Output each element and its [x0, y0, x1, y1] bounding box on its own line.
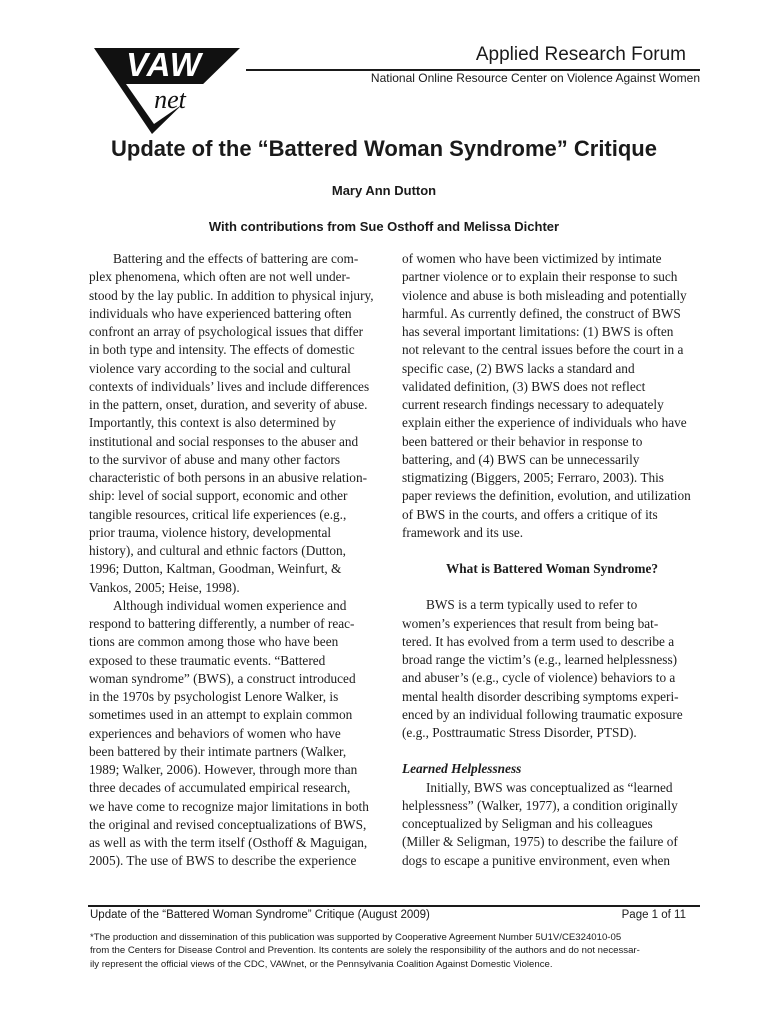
footer-document-title: Update of the “Battered Woman Syndrome” Critique (August 2009) [90, 909, 430, 921]
text-line: confront an array of psychological issues that differ [89, 324, 364, 339]
text-line: partner violence or to explain their response to such [402, 269, 678, 285]
text-line: sometimes used in an attempt to explain common [89, 707, 353, 723]
text-line: helplessness” (Walker, 1977), a condition originally [402, 797, 678, 813]
text-line: stood by the lay public. In addition to physical injury, [89, 287, 374, 303]
bws-intro-paragraph [89, 597, 389, 871]
text-line: and abuser’s (e.g., cycle of violence) behaviors to a [402, 670, 676, 686]
text-line: been battered or their behavior in response to [402, 433, 643, 449]
forum-title: Applied Research Forum [475, 44, 686, 65]
text-line: to the survivor of abuse and many other factors [89, 451, 341, 467]
subsection-heading: Learned Helplessness [402, 761, 522, 777]
text-line: women’s experiences that result from being bat- [402, 615, 659, 631]
text-line: not relevant to the central issues before the court in a [402, 342, 684, 358]
text-line: dogs to escape a punitive environment, even when [402, 852, 671, 868]
forum-subtitle: National Online Resource Center on Violence Against Women [370, 71, 700, 85]
intro-paragraph [89, 250, 389, 597]
text-line: framework and its use. [402, 524, 524, 540]
footnote-line: from the Centers for Disease Control and Prevention. Its contents are solely the responsibility of the authors and do not necessar- [90, 945, 640, 957]
text-line: been battered by their intimate partners (Walker, [89, 743, 347, 759]
text-line: violence vary according to the social and cultural [89, 360, 351, 376]
text-line: as well as with the term itself (Osthoff & Maguigan, [89, 835, 368, 850]
logo-wordmark-bottom: net [154, 85, 186, 114]
footnote-line: ily represent the official views of the CDC, VAWnet, or the Pennsylvania Coalition Against Domestic Violence. [90, 958, 553, 970]
text-line: ship: level of social support, economic and other [89, 488, 348, 504]
text-line: contexts of individuals’ lives and include differences [89, 378, 370, 394]
text-line: in both type and intensity. The effects of domestic [89, 342, 355, 358]
text-line: stigmatizing (Biggers, 2005; Ferraro, 2003). This [402, 470, 664, 485]
text-line: harmful. As currently defined, the construct of BWS [402, 305, 681, 321]
body-column-left [89, 250, 389, 871]
text-line: woman syndrome” (BWS), a construct introduced [89, 670, 356, 686]
text-line: specific case, (2) BWS lacks a standard and [402, 360, 635, 376]
text-line: paper reviews the definition, evolution, and utilization [402, 488, 691, 504]
text-line: Vankos, 2005; Heise, 1998). [89, 579, 240, 595]
text-line: conceptualized by Seligman and his colleagues [402, 816, 653, 831]
text-line: battering, and (4) BWS can be unnecessarily [402, 451, 640, 467]
text-line: Initially, BWS was conceptualized as “learned [426, 779, 673, 795]
text-line: characteristic of both persons in an abusive relation- [89, 470, 368, 485]
text-line: individuals who have experienced battering often [89, 305, 352, 321]
text-line: three decades of accumulated empirical research, [89, 780, 351, 796]
text-line: (Miller & Seligman, 1975) to describe the failure of [402, 834, 678, 850]
text-line: respond to battering differently, a number of reac- [89, 616, 355, 631]
footnote-line: *The production and dissemination of this publication was supported by Cooperative Agreement Number 5U1V/CE324010-05 [90, 932, 622, 943]
text-line: Importantly, this context is also determined by [89, 415, 336, 431]
text-line: (e.g., Posttraumatic Stress Disorder, PTSD). [402, 725, 637, 740]
text-line: Although individual women experience and [113, 597, 347, 613]
text-line: explain either the experience of individuals who have [402, 415, 687, 431]
text-line: violence and abuse is both misleading and potentially [402, 287, 687, 303]
text-line: 1996; Dutton, Kaltman, Goodman, Weinfurt, & [89, 561, 342, 577]
funding-footnote [90, 931, 700, 971]
definition-paragraph [402, 596, 702, 742]
text-line: plex phenomena, which often are not well under- [89, 269, 351, 285]
logo-wordmark-top: VAW [126, 46, 202, 83]
text-line: has several important limitations: (1) BWS is often [402, 324, 674, 339]
document-title: Update of the “Battered Woman Syndrome” Critique [111, 136, 657, 161]
text-line: tangible resources, critical life experiences (e.g., [89, 506, 347, 522]
text-line: mental health disorder describing symptoms experi- [402, 688, 679, 704]
text-line: experiences and behaviors of women who have [89, 725, 341, 741]
text-line: we have come to recognize major limitations in both [89, 798, 369, 814]
text-line: in the pattern, onset, duration, and severity of abuse. [89, 397, 368, 412]
text-line: of BWS in the courts, and offers a critique of its [402, 506, 658, 522]
text-line: of women who have been victimized by intimate [402, 251, 662, 266]
text-line: the original and revised conceptualizations of BWS, [89, 816, 367, 832]
footer-rule [88, 905, 700, 907]
text-line: in the 1970s by psychologist Lenore Walker, is [89, 689, 339, 704]
text-line: Battering and the effects of battering are com- [113, 251, 359, 266]
text-line: 1989; Walker, 2006). However, through more than [89, 762, 358, 777]
page-number: Page 1 of 11 [621, 909, 686, 921]
text-line: institutional and social responses to the abuser and [89, 433, 359, 449]
text-line: prior trauma, violence history, developmental [89, 524, 332, 540]
text-line: validated definition, (3) BWS does not reflect [402, 378, 646, 394]
helplessness-paragraph [402, 779, 702, 870]
text-line: BWS is a term typically used to refer to [426, 597, 638, 613]
text-line: 2005). The use of BWS to describe the experience [89, 853, 357, 869]
text-line: tered. It has evolved from a term used to describe a [402, 633, 675, 649]
text-line: tions are common among those who have been [89, 634, 339, 650]
text-line: exposed to these traumatic events. “Battered [89, 652, 326, 668]
author-name: Mary Ann Dutton [331, 183, 437, 198]
contributors-line: With contributions from Sue Osthoff and Melissa Dichter [208, 219, 560, 234]
text-line: broad range the victim’s (e.g., learned helplessness) [402, 652, 678, 667]
section-heading: What is Battered Woman Syndrome? [445, 561, 659, 576]
text-line: current research findings necessary to adequately [402, 397, 664, 412]
body-column-right [402, 250, 702, 870]
vawnet-logo [88, 44, 246, 136]
limitations-paragraph [402, 250, 702, 542]
text-line: enced by an individual following traumatic exposure [402, 706, 683, 722]
text-line: history), and cultural and ethnic factors (Dutton, [89, 543, 346, 558]
